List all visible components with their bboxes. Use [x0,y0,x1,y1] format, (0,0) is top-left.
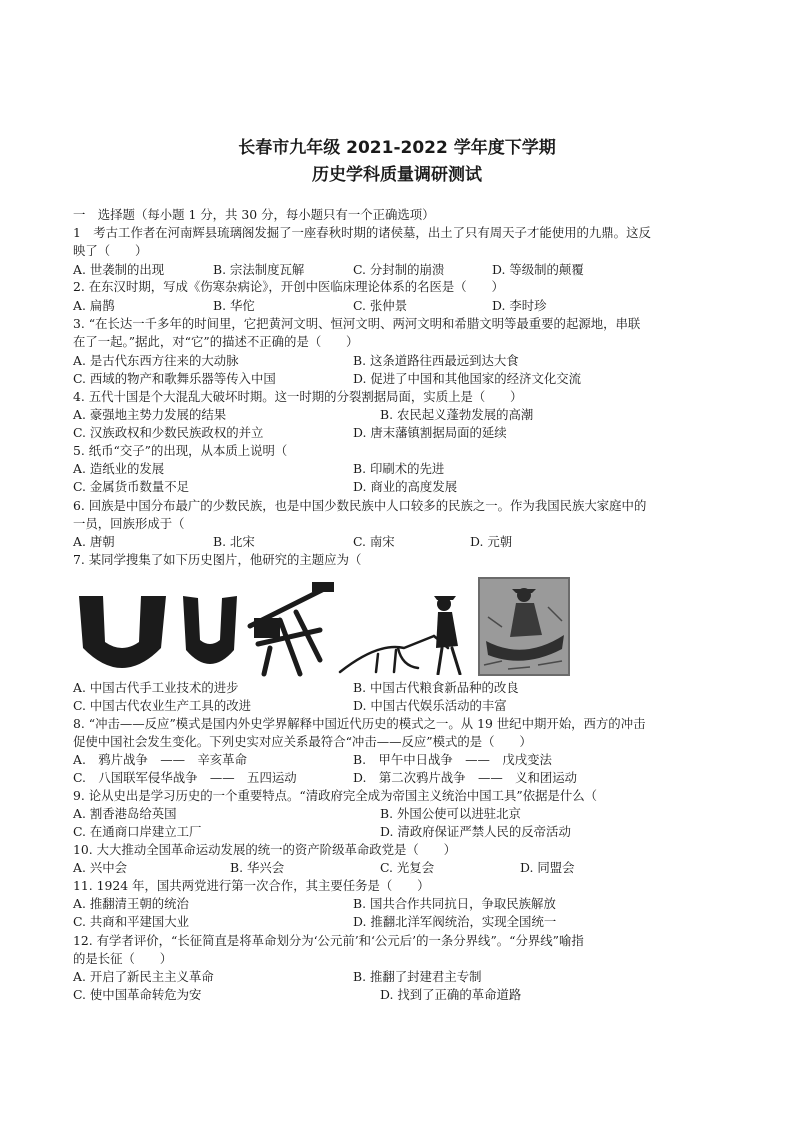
q12-option-c[interactable]: C. 使中国革命转危为安 [73,987,202,1002]
q11-stem: 11. 1924 年，国共两党进行第一次合作，其主要任务是（ ） [73,878,430,893]
q4-stem: 4. 五代十国是个大混乱大破坏时期。这一时期的分裂割据局面，实质上是（ ） [73,389,523,404]
q3-option-c[interactable]: C. 西域的物产和歌舞乐器等传入中国 [73,371,276,386]
q11-option-b[interactable]: B. 国共合作共同抗日，争取民族解放 [353,896,556,911]
q2-option-a[interactable]: A. 扁鹊 [73,298,115,313]
q7-option-a[interactable]: A. 中国古代手工业技术的进步 [73,680,239,695]
q6-stem: 6. 回族是中国分布最广的少数民族，也是中国少数民族中人口较多的民族之一。作为我国民族大家庭中的 [73,498,647,513]
q5-option-a[interactable]: A. 造纸业的发展 [73,461,165,476]
q2-option-c[interactable]: C. 张仲景 [353,298,408,313]
q12-option-d[interactable]: D. 找到了正确的革命道路 [380,987,522,1002]
q8-option-d[interactable]: D. 第二次鸦片战争 —— 义和团运动 [353,770,578,785]
exam-title: 长春市九年级 2021-2022 学年度下学期 [238,138,556,158]
q7-stem: 7. 某同学搜集了如下历史图片，他研究的主题应为（ [73,552,362,567]
plowing-farmer-image [338,590,468,675]
q3-stem: 3. “在长达一千多年的时间里，它把黄河文明、恒河文明、两河文明和希腊文明等最重要的起源地，串联 [73,316,641,331]
q10-option-a[interactable]: A. 兴中会 [73,860,127,875]
q4-option-a[interactable]: A. 豪强地主势力发展的结果 [73,407,227,422]
q4-option-b[interactable]: B. 农民起义蓬勃发展的高潮 [380,407,534,422]
q11-option-c[interactable]: C. 共商和平建国大业 [73,914,190,929]
q9-stem: 9. 论从史出是学习历史的一个重要特点。“清政府完全成为帝国主义统治中国工具”依据是什么（ [73,788,598,803]
q3-option-a[interactable]: A. 是古代东西方往来的大动脉 [73,353,239,368]
exam-subtitle: 历史学科质量调研测试 [312,165,482,185]
q10-stem: 10. 大大推动全国革命运动发展的统一的资产阶级革命政党是（ ） [73,842,456,857]
q8-stem-cont: 促使中国社会发生变化。下列史实对应关系最符合“冲击——反应”模式的是（ ） [73,734,532,749]
q8-stem: 8. “冲击——反应”模式是国内外史学界解释中国近代历史的模式之一。从 19 世纪中期开始，西方的冲击 [73,716,646,731]
q1-stem-cont: 映了（ ） [73,243,148,258]
q1-option-c[interactable]: C. 分封制的崩溃 [353,262,445,277]
v-shaped-plowshare-image [180,592,240,677]
q6-stem-cont: 一员，回族形成于（ [73,516,185,531]
q8-option-b[interactable]: B. 甲午中日战争 —— 戊戌变法 [353,752,552,767]
q7-option-b[interactable]: B. 中国古代粮食新品种的改良 [353,680,519,695]
q12-stem: 12. 有学者评价，“长征简直是将革命划分为‘公元前’和‘公元后’的一条分界线”。“分界线”喻指 [73,933,584,948]
section-heading: 一 选择题（每小题 1 分，共 30 分，每小题只有一个正确选项） [73,207,435,222]
q9-option-b[interactable]: B. 外国公使可以进驻北京 [380,806,521,821]
q6-option-b[interactable]: B. 北宋 [213,534,255,549]
boat-scene-image [478,577,570,676]
q9-option-a[interactable]: A. 割香港岛给英国 [73,806,177,821]
seed-drill-image [240,578,340,678]
q3-option-d[interactable]: D. 促进了中国和其他国家的经济文化交流 [353,371,582,386]
q12-stem-cont: 的是长征（ ） [73,951,173,966]
q6-option-d[interactable]: D. 元朝 [470,534,513,549]
q7-option-c[interactable]: C. 中国古代农业生产工具的改进 [73,698,251,713]
q10-option-b[interactable]: B. 华兴会 [230,860,285,875]
q11-option-d[interactable]: D. 推翻北洋军阀统治，实现全国统一 [353,914,557,929]
q5-option-b[interactable]: B. 印刷术的先进 [353,461,445,476]
q10-option-c[interactable]: C. 光复会 [380,860,435,875]
q9-option-c[interactable]: C. 在通商口岸建立工厂 [73,824,202,839]
q6-option-c[interactable]: C. 南宋 [353,534,395,549]
q1-option-d[interactable]: D. 等级制的颠覆 [492,262,584,277]
q7-option-d[interactable]: D. 中国古代娱乐活动的丰富 [353,698,507,713]
q2-stem: 2. 在东汉时期，写成《伤寒杂病论》，开创中医临床理论体系的名医是（ ） [73,279,504,294]
q6-option-a[interactable]: A. 唐朝 [73,534,115,549]
q1-option-b[interactable]: B. 宗法制度瓦解 [213,262,305,277]
q3-stem-cont: 在了一起。”据此，对“它”的描述不正确的是（ ） [73,334,359,349]
q9-option-d[interactable]: D. 清政府保证严禁人民的反帝活动 [380,824,571,839]
q2-option-d[interactable]: D. 李时珍 [492,298,547,313]
q12-option-b[interactable]: B. 推翻了封建君主专制 [353,969,482,984]
u-shaped-plow-blade-image [75,590,170,675]
q3-option-b[interactable]: B. 这条道路往西最远到达大食 [353,353,519,368]
q1-stem: 1 考古工作者在河南辉县琉璃阁发掘了一座春秋时期的诸侯墓，出土了只有周天子才能使用的九鼎。这反 [73,225,651,240]
q12-option-a[interactable]: A. 开启了新民主主义革命 [73,969,214,984]
q8-option-c[interactable]: C. 八国联军侵华战争 —— 五四运动 [73,770,297,785]
q5-option-c[interactable]: C. 金属货币数量不足 [73,479,190,494]
q10-option-d[interactable]: D. 同盟会 [520,860,575,875]
q4-option-c[interactable]: C. 汉族政权和少数民族政权的并立 [73,425,264,440]
q5-stem: 5. 纸币“交子”的出现，从本质上说明（ [73,443,288,458]
q4-option-d[interactable]: D. 唐末藩镇割据局面的延续 [353,425,507,440]
q5-option-d[interactable]: D. 商业的高度发展 [353,479,458,494]
q8-option-a[interactable]: A. 鸦片战争 —— 辛亥革命 [73,752,247,767]
q1-option-a[interactable]: A. 世袭制的出现 [73,262,165,277]
q11-option-a[interactable]: A. 推翻清王朝的统治 [73,896,189,911]
q2-option-b[interactable]: B. 华佗 [213,298,255,313]
